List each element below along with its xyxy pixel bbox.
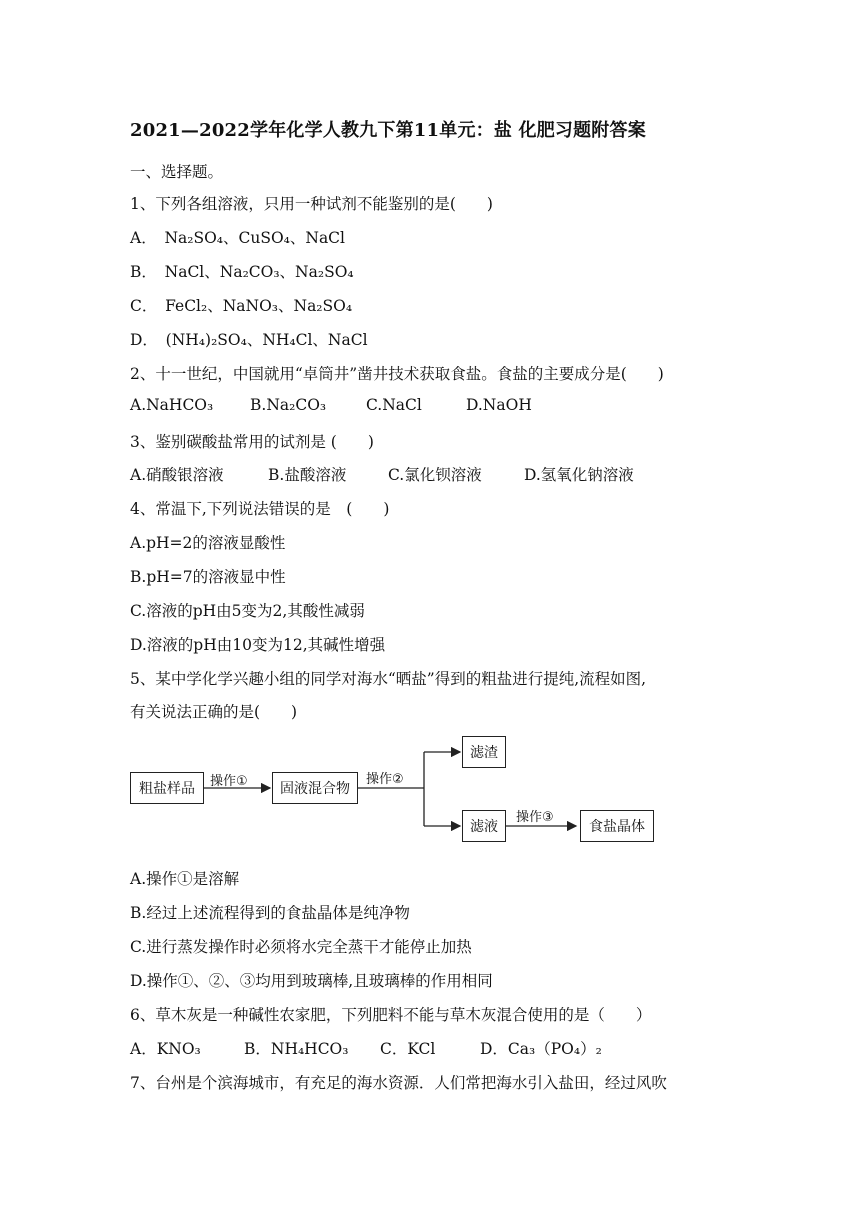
question-3-option-a: A.硝酸银溶液 [130, 466, 224, 484]
question-3-option-d: D.氢氧化钠溶液 [524, 466, 634, 484]
question-2-option-b: B.Na₂CO₃ [250, 396, 327, 414]
question-6-stem: 6、草木灰是一种碱性农家肥，下列肥料不能与草木灰混合使用的是（ ） [130, 1006, 652, 1024]
question-2-option-d: D.NaOH [466, 396, 532, 414]
flow-box-filtrate: 滤液 [462, 810, 506, 842]
question-4-option-d: D.溶液的pH由10变为12,其碱性增强 [130, 636, 386, 654]
flow-box-crude-salt: 粗盐样品 [130, 772, 204, 804]
question-5-option-d: D.操作①、②、③均用到玻璃棒,且玻璃棒的作用相同 [130, 972, 493, 990]
question-2-options [130, 396, 532, 414]
flow-box-salt-crystal: 食盐晶体 [580, 810, 654, 842]
flow-box-residue: 滤渣 [462, 736, 506, 768]
page-title: 2021—2022学年化学人教九下第11单元：盐 化肥习题附答案 [130, 120, 646, 141]
question-5-option-a: A.操作①是溶解 [130, 870, 240, 888]
question-7-stem: 7、台州是个滨海城市，有充足的海水资源．人们常把海水引入盐田，经过风吹 [130, 1074, 667, 1092]
question-1-option-d: D． (NH₄)₂SO₄、NH₄Cl、NaCl [130, 331, 368, 349]
question-6-option-d: D．Ca₃（PO₄）₂ [480, 1040, 602, 1058]
question-5-stem-line-1: 5、某中学化学兴趣小组的同学对海水“晒盐”得到的粗盐进行提纯,流程如图, [130, 670, 647, 688]
question-5-option-c: C.进行蒸发操作时必须将水完全蒸干才能停止加热 [130, 938, 472, 956]
question-1-option-a: A． Na₂SO₄、CuSO₄、NaCl [130, 229, 346, 247]
question-3-option-b: B.盐酸溶液 [268, 466, 347, 484]
question-4-option-c: C.溶液的pH由5变为2,其酸性减弱 [130, 602, 365, 620]
question-3-stem: 3、鉴别碳酸盐常用的试剂是 ( ) [130, 433, 374, 451]
question-4-stem: 4、常温下,下列说法错误的是 ( ) [130, 500, 390, 518]
section-heading: 一、选择题。 [130, 163, 224, 181]
question-2-stem: 2、十一世纪，中国就用“卓筒井”凿井技术获取食盐。食盐的主要成分是( ) [130, 365, 664, 383]
question-3-option-c: C.氯化钡溶液 [388, 466, 482, 484]
question-4-option-b: B.pH=7的溶液显中性 [130, 568, 286, 586]
question-6-option-a: A．KNO₃ [130, 1040, 201, 1058]
question-1-option-b: B． NaCl、Na₂CO₃、Na₂SO₄ [130, 263, 354, 281]
question-2-option-a: A.NaHCO₃ [130, 396, 214, 414]
question-5-option-b: B.经过上述流程得到的食盐晶体是纯净物 [130, 904, 410, 922]
question-5-stem-line-2: 有关说法正确的是( ) [130, 703, 298, 721]
question-1-option-c: C． FeCl₂、NaNO₃、Na₂SO₄ [130, 297, 353, 315]
question-3-options [130, 463, 634, 485]
purification-flowchart [130, 730, 690, 850]
question-2-option-c: C.NaCl [366, 396, 422, 414]
flow-label-op1: 操作① [210, 774, 248, 789]
question-4-option-a: A.pH=2的溶液显酸性 [130, 534, 286, 552]
question-6-option-b: B．NH₄HCO₃ [244, 1040, 349, 1058]
question-6-option-c: C．KCl [380, 1040, 436, 1058]
flow-label-op3: 操作③ [516, 810, 554, 825]
question-1-stem: 1、下列各组溶液，只用一种试剂不能鉴别的是( ) [130, 195, 493, 213]
question-6-options [130, 1037, 602, 1059]
flow-box-mixture: 固液混合物 [272, 772, 358, 804]
flow-label-op2: 操作② [366, 772, 404, 787]
